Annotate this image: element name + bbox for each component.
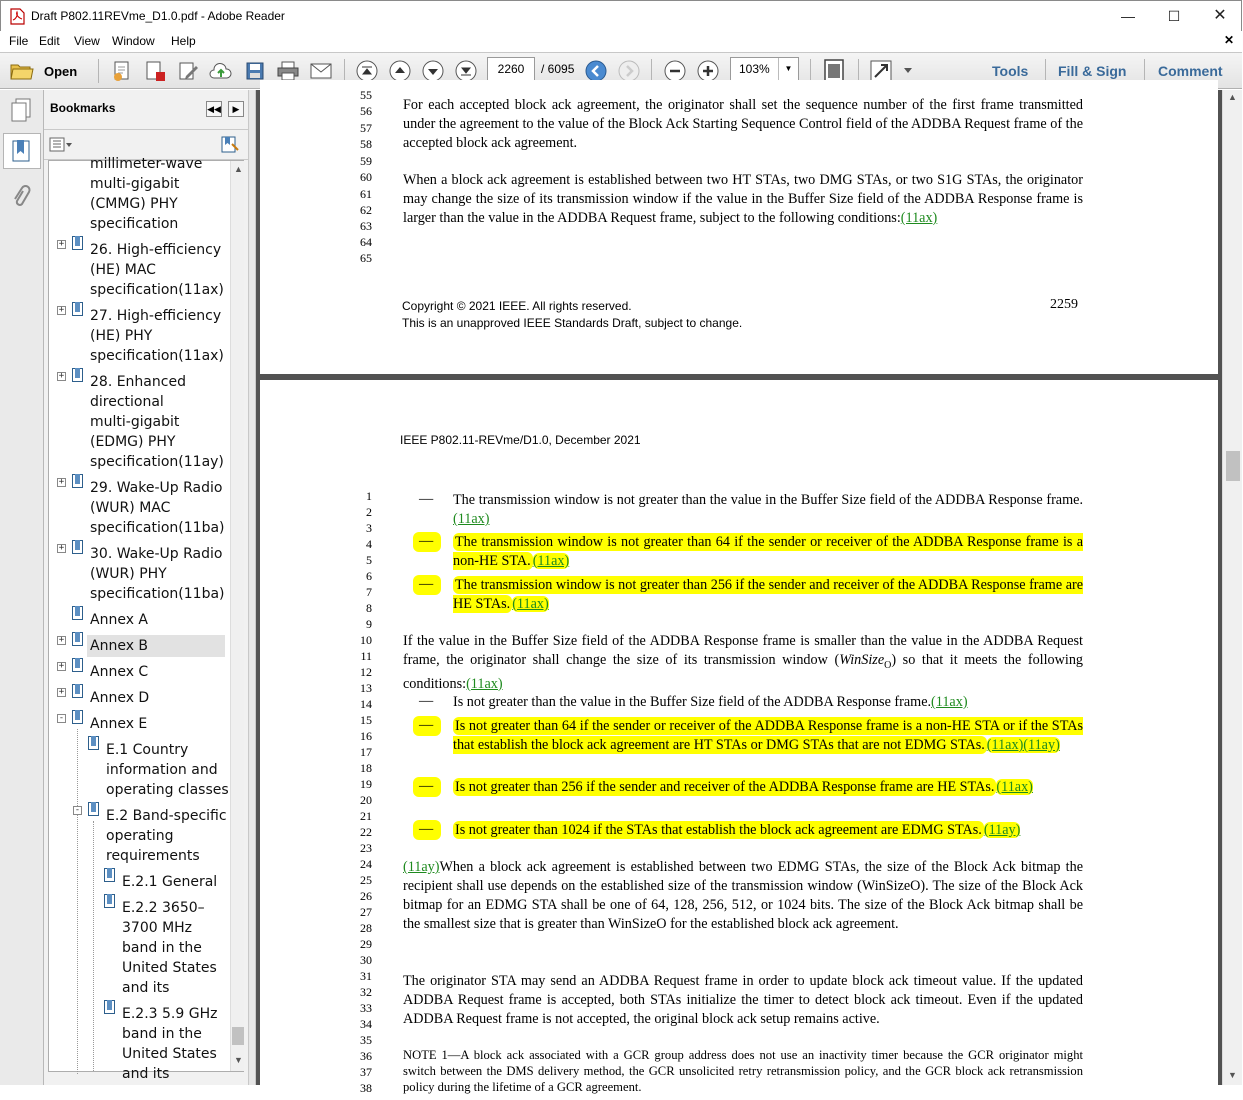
bookmark-label[interactable]: 28. Enhanced xyxy=(90,374,186,390)
scroll-down-icon[interactable]: ▼ xyxy=(1228,1070,1237,1080)
arrow-up-icon xyxy=(389,60,411,82)
line-number: 27 xyxy=(360,905,372,919)
bookmark-label[interactable]: specification(11ba) xyxy=(90,586,225,602)
close-document-icon[interactable]: ✕ xyxy=(1223,33,1234,47)
list-dash: — xyxy=(419,576,434,592)
bookmark-label[interactable]: E.2 Band-specific xyxy=(106,808,227,824)
bookmark-label[interactable]: band in the xyxy=(122,1026,202,1042)
bookmark-label[interactable]: E.2.2 3650– xyxy=(122,900,205,916)
bookmark-label[interactable]: 30. Wake-Up Radio xyxy=(90,546,223,562)
menu-edit[interactable]: Edit xyxy=(39,34,60,48)
list-item xyxy=(453,533,1083,571)
arrow-down-icon xyxy=(422,60,444,82)
list-item xyxy=(453,821,1083,840)
line-number: 65 xyxy=(360,251,372,265)
bookmark-label[interactable]: and its xyxy=(122,1066,170,1082)
folder-icon xyxy=(10,61,34,81)
expand-toggle[interactable]: + xyxy=(58,239,65,249)
scrollbar-thumb[interactable] xyxy=(232,1027,244,1045)
line-number: 14 xyxy=(360,697,372,711)
list-item xyxy=(453,576,1083,614)
collapse-panel-button[interactable]: ◀◀ xyxy=(206,101,222,117)
bookmark-label[interactable]: (WUR) MAC xyxy=(90,500,171,516)
line-number: 4 xyxy=(366,537,372,551)
highlighted-text: The transmission window is not greater than 64 if the sender or receiver of the ADDBA Response frame is a non-HE STA. xyxy=(453,534,1083,569)
bookmark-icon xyxy=(72,236,83,250)
bookmark-icon xyxy=(72,474,83,488)
line-number: 21 xyxy=(360,809,372,823)
line-number: 1 xyxy=(366,489,372,503)
amendment-tag-link[interactable]: (11ay) xyxy=(983,822,1021,838)
line-number: 6 xyxy=(366,569,372,583)
expand-toggle[interactable]: + xyxy=(58,687,65,697)
forward-arrow-icon xyxy=(618,60,640,82)
list-item-text: The transmission window is not greater than the value in the Buffer Size field of the ADDBA Response frame. xyxy=(453,492,1083,508)
line-number: 29 xyxy=(360,937,372,951)
line-number: 58 xyxy=(360,137,372,151)
amendment-tag-link[interactable]: (11ay) xyxy=(403,859,440,875)
bookmarks-title: Bookmarks xyxy=(50,101,116,115)
line-number: 8 xyxy=(366,601,372,615)
line-number: 35 xyxy=(360,1033,372,1047)
expand-toggle[interactable]: + xyxy=(58,371,65,381)
bookmark-icon xyxy=(72,540,83,554)
envelope-icon xyxy=(310,63,332,79)
bookmark-icon xyxy=(72,632,83,646)
line-number: 18 xyxy=(360,761,372,775)
line-number: 2 xyxy=(366,505,372,519)
bookmark-label[interactable]: specification xyxy=(90,216,179,232)
chevron-down-icon xyxy=(903,67,913,75)
line-number: 17 xyxy=(360,745,372,759)
scroll-up-icon[interactable]: ▲ xyxy=(1228,92,1237,102)
list-dash: — xyxy=(419,778,434,794)
pdf-file-icon xyxy=(10,8,25,25)
line-number: 23 xyxy=(360,841,372,855)
expand-toggle[interactable]: + xyxy=(58,543,65,553)
line-number: 34 xyxy=(360,1017,372,1031)
bookmark-label[interactable]: (EDMG) PHY xyxy=(90,434,176,450)
bookmark-icon xyxy=(72,658,83,672)
panel-expand-button[interactable]: ▶ xyxy=(228,101,244,117)
paperclip-icon[interactable] xyxy=(11,185,29,209)
options-menu-icon[interactable] xyxy=(50,138,74,152)
bookmark-label[interactable]: band in the xyxy=(122,940,202,956)
collapse-toggle[interactable]: - xyxy=(74,805,81,815)
line-number: 64 xyxy=(360,235,372,249)
menu-help[interactable]: Help xyxy=(171,34,196,48)
bookmark-label[interactable]: (HE) PHY xyxy=(90,328,153,344)
comment-button[interactable]: Comment xyxy=(1158,63,1223,79)
line-number: 61 xyxy=(360,187,372,201)
plus-icon xyxy=(697,60,719,82)
amendment-tag-link[interactable]: (11ax) xyxy=(453,511,490,527)
bookmark-label[interactable]: 3700 MHz xyxy=(122,920,193,936)
line-number: 19 xyxy=(360,777,372,791)
line-number: 12 xyxy=(360,665,372,679)
bookmark-label[interactable]: United States xyxy=(122,1046,217,1062)
list-dash: — xyxy=(419,693,434,709)
back-arrow-icon xyxy=(585,60,607,82)
bookmark-label[interactable]: 26. High-efficiency xyxy=(90,242,222,258)
bookmark-icon xyxy=(72,368,83,382)
line-number: 16 xyxy=(360,729,372,743)
bookmark-label[interactable]: and its xyxy=(122,980,170,996)
line-number: 3 xyxy=(366,521,372,535)
window-title: Draft P802.11REVme_D1.0.pdf - Adobe Reader xyxy=(31,9,285,23)
line-number: 36 xyxy=(360,1049,372,1063)
menu-bar xyxy=(0,31,1242,52)
bookmark-label[interactable]: specification(11ay) xyxy=(90,454,224,470)
line-number: 37 xyxy=(360,1065,372,1079)
collapse-toggle[interactable]: - xyxy=(58,713,65,723)
amendment-tag-link[interactable]: (11ax) xyxy=(466,675,503,692)
bookmark-icon xyxy=(88,802,99,816)
line-number: 32 xyxy=(360,985,372,999)
list-item xyxy=(453,717,1083,755)
bookmark-icon xyxy=(72,710,83,724)
line-number: 33 xyxy=(360,1001,372,1015)
note-paragraph xyxy=(403,1047,1083,1095)
create-pdf-button[interactable] xyxy=(110,59,134,83)
paragraph-text: If the value in the Buffer Size field of the ADDBA Response frame is smaller than the value in the ADDBA Request frame, the originator shall change the size of its transmission window ( xyxy=(403,633,1083,668)
list-item xyxy=(453,491,1083,529)
bookmark-icon xyxy=(12,140,32,164)
line-number: 13 xyxy=(360,681,372,695)
expand-bookmark-icon[interactable] xyxy=(220,136,240,154)
variable-subscript: O xyxy=(884,659,892,671)
note-text: NOTE 1—A block ack associated with a GCR group address does not use an inactivity timer because the GCR originator might switch between the DMS delivery method, the GCR unsolicited retry retransmission policy, and the GCR block ack retransmission policy during the lifetime of a GCR agreement. xyxy=(403,1048,1083,1094)
bookmark-label[interactable]: millimeter-wave xyxy=(90,156,203,172)
export-pdf-button[interactable] xyxy=(143,59,167,83)
amendment-tag-link[interactable]: (11ax) xyxy=(532,553,570,569)
panel-splitter[interactable] xyxy=(248,90,256,1085)
close-window-button[interactable]: ✕ xyxy=(1213,7,1227,24)
paragraph-text: When a block ack agreement is established between two HT STAs, two DMG STAs, or two S1G STAs, the originator may change the size of its transmission window if the value in the Buffer Size field of the ADDBA Response frame is larger than the value in the ADDBA Request frame, subject to the following conditions: xyxy=(403,172,1083,226)
create-pdf-icon xyxy=(111,60,133,82)
draft-disclaimer: This is an unapproved IEEE Standards Draft, subject to change. xyxy=(402,316,743,330)
line-number: 20 xyxy=(360,793,372,807)
paragraph-text: For each accepted block ack agreement, the originator shall set the sequence number of the first frame transmitted under the agreement to the value of the Block Ack Starting Sequence Control field of the ADDBA Request frame of the accepted block ack agreement. xyxy=(403,97,1083,151)
amendment-tag-link[interactable]: (11ax) xyxy=(900,210,938,226)
copyright-text: Copyright © 2021 IEEE. All rights reserved. xyxy=(402,299,632,313)
bookmark-label[interactable]: Annex A xyxy=(90,612,149,628)
fill-sign-button[interactable]: Fill & Sign xyxy=(1058,63,1127,79)
title-bar xyxy=(0,0,1242,31)
zoom-select[interactable] xyxy=(730,57,799,81)
paragraph-text: When a block ack agreement is established between two EDMG STAs, the size of the Block Ack bitmap the recipient shall use depends on the established size of the transmission window (WinSizeO). The size of the Block Ack bitmap for an EDMG STA shall be one of 64, 128, 256, 512, or 1024 bits. The size of the Block Ack bitmap shall be the smallest size that is greater than WinSizeO for the established block ack agreement. xyxy=(403,859,1083,932)
bookmarks-scrollbar[interactable] xyxy=(230,161,244,1071)
bookmark-label[interactable]: multi-gigabit xyxy=(90,414,180,430)
minimize-button[interactable]: — xyxy=(1121,8,1135,24)
line-number: 24 xyxy=(360,857,372,871)
bookmarks-tab[interactable] xyxy=(3,133,41,169)
bookmark-icon xyxy=(72,684,83,698)
zoom-value: 103% xyxy=(739,62,770,76)
line-number: 59 xyxy=(360,154,372,168)
navigation-pane-strip xyxy=(0,90,44,1085)
bookmarks-header xyxy=(44,90,248,130)
bookmark-label[interactable]: specification(11ax) xyxy=(90,282,224,298)
list-dash: — xyxy=(419,533,434,549)
bookmark-label[interactable]: operating classes xyxy=(106,782,229,798)
bookmark-label[interactable]: (HE) MAC xyxy=(90,262,156,278)
paragraph xyxy=(403,972,1083,1029)
menu-file[interactable]: File xyxy=(9,34,29,48)
bookmark-icon xyxy=(72,606,83,620)
line-number: 38 xyxy=(360,1081,372,1095)
paragraph xyxy=(403,632,1083,694)
tree-line xyxy=(77,729,78,1074)
pdf-page xyxy=(260,80,1218,374)
line-number: 30 xyxy=(360,953,372,967)
bookmark-label[interactable]: information and xyxy=(106,762,218,778)
page-number: 2259 xyxy=(1050,297,1078,312)
page-number-input[interactable]: 2260 xyxy=(487,57,535,81)
list-item-text: Is not greater than the value in the Buffer Size field of the ADDBA Response frame. xyxy=(453,694,932,710)
export-pdf-icon xyxy=(144,60,166,82)
document-view xyxy=(256,88,1222,1095)
floppy-icon xyxy=(245,61,265,81)
expand-toggle[interactable]: + xyxy=(58,661,65,671)
bookmark-label[interactable]: operating xyxy=(106,828,174,844)
list-dash: — xyxy=(419,821,434,837)
amendment-tag-link[interactable]: (11ax) xyxy=(996,779,1033,795)
expand-toggle[interactable]: + xyxy=(58,477,65,487)
line-number: 55 xyxy=(360,88,372,102)
list-dash: — xyxy=(419,491,434,507)
bookmark-icon xyxy=(104,868,115,882)
bookmark-label[interactable]: United States xyxy=(122,960,217,976)
bookmark-label[interactable]: (CMMG) PHY xyxy=(90,196,178,212)
bookmark-label[interactable]: E.2.1 General xyxy=(122,874,218,890)
bookmark-icon xyxy=(104,894,115,908)
line-number: 25 xyxy=(360,873,372,887)
bookmark-label[interactable]: 27. High-efficiency xyxy=(90,308,222,324)
list-dash: — xyxy=(419,717,434,733)
bookmark-icon xyxy=(104,1000,115,1014)
line-number: 31 xyxy=(360,969,372,983)
expand-toggle[interactable]: + xyxy=(58,635,65,645)
list-item xyxy=(453,778,1083,797)
edit-pencil-icon xyxy=(177,60,199,82)
maximize-button[interactable]: ☐ xyxy=(1167,8,1181,24)
bookmark-label[interactable]: Annex C xyxy=(90,664,149,680)
document-scrollbar[interactable] xyxy=(1222,90,1242,1085)
line-number: 63 xyxy=(360,219,372,233)
line-number: 10 xyxy=(360,633,372,647)
line-number: 57 xyxy=(360,121,372,135)
paragraph-text: The originator STA may send an ADDBA Request frame in order to update block ack timeout value. If the updated ADDBA Request frame is accepted, both STAs initialize the timer to detect block ack timeout. Even if the updated ADDBA Request frame is not accepted, the original block ack setup remains active. xyxy=(403,973,1083,1027)
open-button[interactable] xyxy=(10,59,90,83)
bookmarks-panel xyxy=(44,90,248,1085)
bookmark-label[interactable]: requirements xyxy=(106,848,200,864)
bookmark-icon xyxy=(72,302,83,316)
tree-line xyxy=(93,821,94,1071)
tools-button[interactable]: Tools xyxy=(992,63,1029,79)
highlighted-text: Is not greater than 256 if the sender and receiver of the ADDBA Response frame are HE STAs. xyxy=(455,779,995,795)
bookmark-icon xyxy=(88,736,99,750)
scrollbar-thumb[interactable] xyxy=(1226,451,1240,481)
bookmark-label[interactable]: multi-gigabit xyxy=(90,176,180,192)
bookmark-label[interactable]: specification(11ba) xyxy=(90,520,225,536)
highlighted-text: Is not greater than 1024 if the STAs that establish the block ack agreement are EDMG STAs. xyxy=(455,822,982,838)
expand-icon xyxy=(870,60,892,82)
menu-window[interactable]: Window xyxy=(112,34,155,48)
scroll-up-icon[interactable]: ▲ xyxy=(234,164,243,174)
bookmark-label[interactable]: Annex B xyxy=(90,638,149,654)
page-count: / 6095 xyxy=(541,62,575,76)
variable-name: WinSize xyxy=(839,652,885,668)
page-header: IEEE P802.11-REVme/D1.0, December 2021 xyxy=(400,433,641,447)
edit-pdf-button[interactable] xyxy=(176,59,200,83)
printer-icon xyxy=(277,61,299,81)
line-number: 60 xyxy=(360,170,372,184)
paragraph-text: ) so that it meets the following conditions: xyxy=(403,652,1084,692)
upload-button[interactable] xyxy=(209,59,233,83)
line-number: 26 xyxy=(360,889,372,903)
amendment-tag-link[interactable]: (11ax)(11ay) xyxy=(986,737,1060,753)
paragraph xyxy=(403,171,1083,228)
bookmark-label[interactable]: 29. Wake-Up Radio xyxy=(90,480,223,496)
paragraph xyxy=(403,96,1083,153)
expand-toggle[interactable]: + xyxy=(58,305,65,315)
toolbar-separator xyxy=(98,59,99,83)
line-number: 62 xyxy=(360,203,372,217)
page-thumbnails-icon[interactable] xyxy=(10,98,32,124)
scroll-down-icon[interactable]: ▼ xyxy=(234,1055,243,1065)
paragraph xyxy=(403,858,1083,934)
bookmark-label[interactable]: E.2.3 5.9 GHz xyxy=(122,1006,218,1022)
bookmark-label[interactable]: specification(11ax) xyxy=(90,348,224,364)
cloud-upload-icon xyxy=(209,61,233,81)
line-number: 22 xyxy=(360,825,372,839)
line-number: 9 xyxy=(366,617,372,631)
line-number: 11 xyxy=(360,649,372,663)
pdf-page xyxy=(260,380,1218,1100)
minus-icon xyxy=(664,60,686,82)
last-page-icon xyxy=(455,60,477,82)
bookmarks-tree xyxy=(48,156,244,1082)
list-item xyxy=(453,693,1083,712)
line-number: 5 xyxy=(366,553,372,567)
line-number: 7 xyxy=(366,585,372,599)
menu-view[interactable]: View xyxy=(74,34,100,48)
bookmark-label[interactable]: (WUR) PHY xyxy=(90,566,167,582)
line-number: 56 xyxy=(360,104,372,118)
highlighted-text: The transmission window is not greater than 256 if the sender and receiver of the ADDBA Response frame are HE STAs. xyxy=(453,577,1084,612)
bookmark-label[interactable]: E.1 Country xyxy=(106,742,189,758)
line-number: 15 xyxy=(360,713,372,727)
first-page-icon xyxy=(356,60,378,82)
open-label: Open xyxy=(44,63,78,79)
chevron-down-icon[interactable]: ▼ xyxy=(778,58,798,80)
line-number: 28 xyxy=(360,921,372,935)
bookmark-label[interactable]: directional xyxy=(90,394,164,410)
amendment-tag-link[interactable]: (11ax) xyxy=(512,596,549,612)
amendment-tag-link[interactable]: (11ax) xyxy=(931,694,968,710)
bookmark-label[interactable]: Annex D xyxy=(90,690,150,706)
bookmark-label[interactable]: Annex E xyxy=(90,716,148,732)
highlighted-text: Is not greater than 64 if the sender or receiver of the ADDBA Response frame is a non-HE STA or if the STAs that establish the block ack agreement are HT STAs or DMG STAs that are not EDMG STAs. xyxy=(453,718,1083,753)
